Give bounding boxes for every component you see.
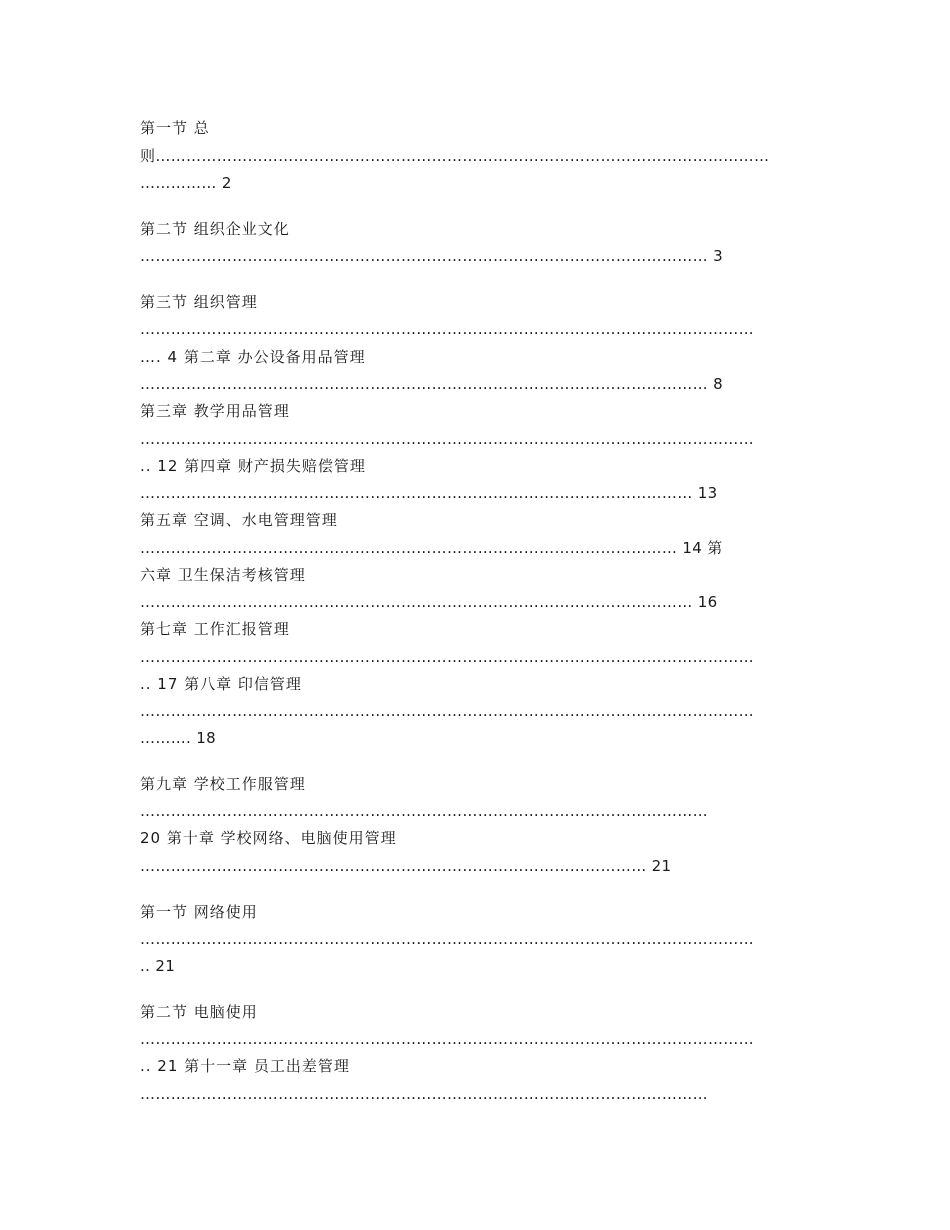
toc-line: 第二节 组织企业文化	[140, 220, 290, 238]
toc-line: 第七章 工作汇报管理	[140, 620, 290, 638]
toc-line: ………………………………………………………………………………………………… 3	[140, 247, 723, 265]
toc-line: 第一节 总	[140, 119, 210, 137]
toc-line: ……………………………………………………………………………………………… 16	[140, 593, 718, 611]
toc-line: …. 4 第二章 办公设备用品管理	[140, 348, 366, 366]
toc-line: …………………………………………………………………………………………………………	[140, 430, 754, 448]
toc-line: 第一节 网络使用	[140, 903, 258, 921]
toc-line: 第三节 组织管理	[140, 293, 258, 311]
toc-line: .. 17 第八章 印信管理	[140, 675, 302, 693]
toc-line: …………………………………………………………………………………………………………	[140, 1030, 754, 1048]
toc-line: 第二节 电脑使用	[140, 1003, 258, 1021]
toc-line: 20 第十章 学校网络、电脑使用管理	[140, 829, 397, 847]
toc-line: …………………………………………………………………………………………………	[140, 802, 708, 820]
toc-line: …………………………………………………………………………………………………………	[140, 702, 754, 720]
toc-line: ………………………………………………………………………………………………… 8	[140, 375, 723, 393]
toc-line: .. 21 第十一章 员工出差管理	[140, 1057, 350, 1075]
toc-line: …………………………………………………………………………………………………………	[140, 930, 754, 948]
toc-line: …………………………………………………………………………………………………………	[140, 648, 754, 666]
toc-line: ……………………………………………………………………………………………… 13	[140, 484, 718, 502]
toc-line: ………. 18	[140, 729, 217, 747]
toc-line: .. 12 第四章 财产损失赔偿管理	[140, 457, 366, 475]
toc-line: …………………………………………………………………………………………… 14 第	[140, 539, 723, 557]
toc-line: 第三章 教学用品管理	[140, 402, 290, 420]
toc-line: .. 21	[140, 957, 176, 975]
toc-line: …………………………………………………………………………………………………	[140, 1085, 708, 1103]
toc-line: ……………………………………………………………………………………… 21	[140, 857, 672, 875]
toc-line: …………………………………………………………………………………………………………	[140, 320, 754, 338]
toc-line: 第五章 空调、水电管理管理	[140, 511, 338, 529]
toc-line: 则…………………………………………………………………………………………………………	[140, 147, 770, 165]
toc-line: 六章 卫生保洁考核管理	[140, 566, 306, 584]
toc-line: 第九章 学校工作服管理	[140, 775, 306, 793]
toc-line: …………… 2	[140, 174, 232, 192]
